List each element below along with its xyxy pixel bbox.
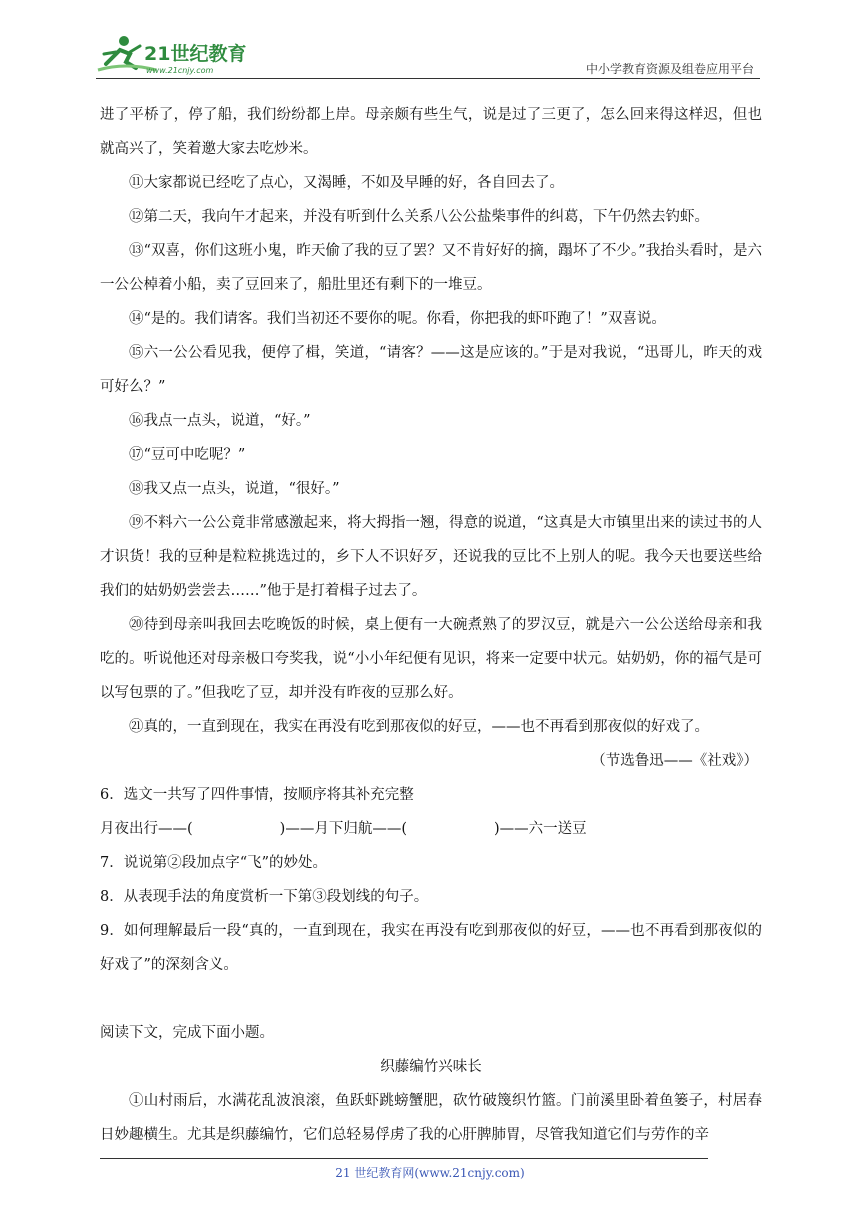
platform-tagline: 中小学教育资源及组卷应用平台 [585, 62, 754, 76]
header-divider [96, 78, 760, 79]
paragraph-15: ⑮六一公公看见我，便停了楫，笑道，“请客？——这是应该的。”于是对我说，“迅哥儿，昨天的戏可好么？” [100, 345, 762, 395]
paragraph-18: ⑱我又点一点头，说道，“很好。” [129, 481, 340, 497]
article-title: 织藤编竹兴味长 [380, 1059, 482, 1075]
paragraph-19: ⑲不料六一公公竟非常感激起来，将大拇指一翘，得意的说道，“这真是大市镇里出来的读过书的人才识货！我的豆种是粒粒挑选过的，乡下人不识好歹，还说我的豆比不上别人的呢。我今天也要送些给我们的姑奶奶尝尝去……”他于是打着楫子过去了。 [100, 515, 762, 599]
footer-link[interactable]: 21 世纪教育网(www.21cnjy.com) [335, 1166, 525, 1180]
question-7: 7．说说第②段加点字“飞”的妙处。 [100, 855, 328, 871]
runner-logo-icon [96, 34, 266, 76]
paragraph-14: ⑭“是的。我们请客。我们当初还不要你的呢。你看，你把我的虾吓跑了！”双喜说。 [129, 311, 666, 327]
paragraph-11: ⑪大家都说已经吃了点心，又渴睡，不如及早睡的好，各自回去了。 [129, 175, 564, 191]
question-8: 8．从表现手法的角度赏析一下第③段划线的句子。 [100, 889, 429, 905]
question-6-fill-blanks[interactable]: 月夜出行——( )——月下归航——( )——六一送豆 [100, 821, 587, 837]
page-header [96, 30, 760, 78]
reading-instruction: 阅读下文，完成下面小题。 [100, 1025, 274, 1041]
paragraph-16: ⑯我点一点头，说道，“好。” [129, 413, 311, 429]
article-paragraph-1: ①山村雨后，水满花乱波浪滚，鱼跃虾跳螃蟹肥，砍竹破篾织竹篮。门前溪里卧着鱼篓子，村居春日妙趣横生。尤其是织藤编竹，它们总轻易俘虏了我的心肝脾肺胃，尽管我知道它们与劳作的辛 [100, 1093, 762, 1143]
paragraph-17: ⑰“豆可中吃呢？” [129, 447, 246, 463]
logo-text: 21世纪教育 [144, 43, 247, 65]
document-body [100, 98, 762, 1152]
logo-url: www.21cnjy.com [146, 66, 214, 75]
source-citation: （节选鲁迅——《社戏》） [591, 753, 758, 769]
paragraph-13: ⑬“双喜，你们这班小鬼，昨天偷了我的豆了罢？又不肯好好的摘，蹋坏了不少。”我抬头看时，是六一公公棹着小船，卖了豆回来了，船肚里还有剩下的一堆豆。 [100, 243, 762, 293]
paragraph-20: ⑳待到母亲叫我回去吃晚饭的时候，桌上便有一大碗煮熟了的罗汉豆，就是六一公公送给母亲和我吃的。听说他还对母亲极口夸奖我，说“小小年纪便有见识，将来一定要中状元。姑奶奶，你的福气是可以写包票的了。”但我吃了豆，却并没有昨夜的豆那么好。 [100, 617, 762, 701]
question-6: 6．选文一共写了四件事情，按顺序将其补充完整 [100, 787, 414, 803]
question-9: 9．如何理解最后一段“真的，一直到现在，我实在再没有吃到那夜似的好豆，——也不再看到那夜似的好戏了”的深刻含义。 [100, 923, 762, 973]
paragraph-21: ㉑真的，一直到现在，我实在再没有吃到那夜似的好豆，——也不再看到那夜似的好戏了。 [129, 719, 709, 735]
footer-divider [100, 1158, 708, 1159]
site-logo[interactable] [96, 34, 266, 76]
paragraph-10-cont: 进了平桥了，停了船，我们纷纷都上岸。母亲颇有些生气，说是过了三更了，怎么回来得这样迟，但也就高兴了，笑着邀大家去吃炒米。 [100, 107, 762, 157]
paragraph-12: ⑫第二天，我向午才起来，并没有听到什么关系八公公盐柴事件的纠葛，下午仍然去钓虾。 [129, 209, 709, 225]
section-spacer [100, 982, 762, 1016]
